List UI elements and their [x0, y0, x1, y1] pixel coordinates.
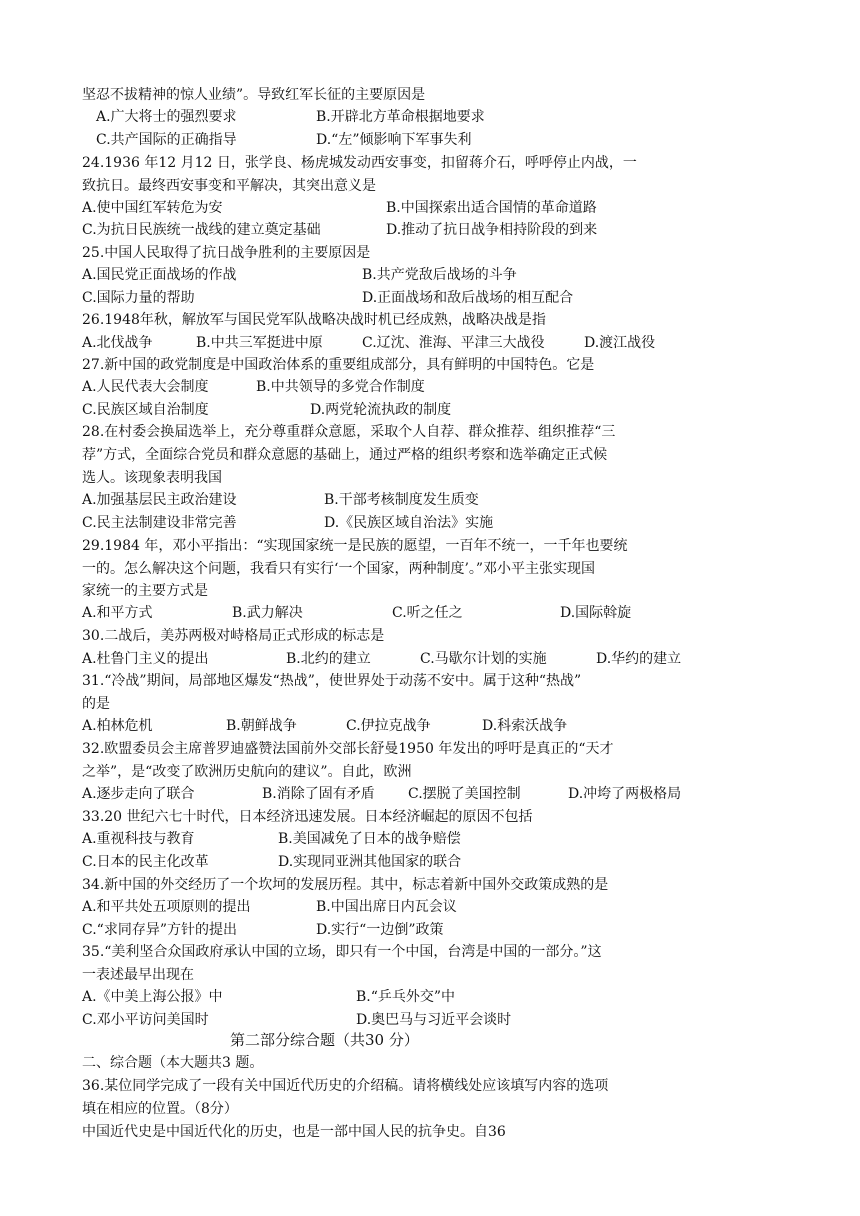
q26-option-b: B.中共三军挺进中原 [196, 335, 323, 351]
q24-option-d: D.推动了抗日战争相持阶段的到来 [386, 222, 598, 238]
q24-option-b: B.中国探索出适合国情的革命道路 [386, 200, 597, 216]
q24-stem-line1: 24.1936 年12 月12 日，张学良、杨虎城发动西安事变，扣留蒋介石，呼呼停止内战，一 [82, 155, 637, 171]
section-heading: 二、综合题（本大题共3 题。 [82, 1055, 264, 1071]
q27-stem: 27.新中国的政党制度是中国政治体系的重要组成部分，具有鲜明的中国特色。它是 [82, 357, 595, 373]
q29-option-c: C.听之任之 [392, 605, 463, 621]
q30-option-b: B.北约的建立 [286, 651, 371, 667]
q34-option-d: D.实行“一边倒”政策 [316, 922, 444, 938]
q26-stem: 26.1948年秋，解放军与国民党军队战略决战时机已经成熟，战略决战是指 [82, 312, 546, 328]
q35-stem-line2: 一表述最早出现在 [82, 967, 194, 983]
q29-stem-line1: 29.1984 年，邓小平指出：“实现国家统一是民族的愿望，一百年不统一，一千年也要统 [82, 538, 628, 554]
q32-option-b: B.消除了固有矛盾 [262, 786, 375, 802]
q31-option-d: D.科索沃战争 [482, 718, 568, 734]
q24-stem-line2: 致抗日。最终西安事变和平解决，其突出意义是 [82, 178, 376, 194]
q28-option-a: A.加强基层民主政治建设 [82, 492, 237, 508]
q27-option-b: B.中共领导的多党合作制度 [256, 379, 425, 395]
q25-option-b: B.共产党敌后战场的斗争 [362, 267, 517, 283]
q29-option-b: B.武力解决 [232, 605, 303, 621]
q36-stem-line3: 中国近代史是中国近代化的历史，也是一部中国人民的抗争史。自36 [82, 1124, 506, 1140]
q33-option-a: A.重视科技与教育 [82, 831, 195, 847]
q32-stem-line2: 之举”，是“改变了欧洲历史航向的建议”。自此，欧洲 [82, 764, 412, 780]
q34-option-b: B.中国出席日内瓦会议 [316, 899, 457, 915]
q28-stem-line3: 选人。该现象表明我国 [82, 470, 222, 486]
q24-option-c: C.为抗日民族统一战线的建立奠定基础 [82, 222, 321, 238]
q25-option-d: D.正面战场和敌后战场的相互配合 [362, 290, 574, 306]
q29-stem-line2: 一的。怎么解决这个问题，我看只有实行‘一个国家，两种制度’。”邓小平主张实现国 [82, 561, 596, 577]
q31-option-a: A.柏林危机 [82, 718, 153, 734]
q27-option-d: D.两党轮流执政的制度 [310, 402, 452, 418]
q30-option-a: A.杜鲁门主义的提出 [82, 651, 209, 667]
q29-option-d: D.国际斡旋 [560, 605, 632, 621]
q26-option-d: D.渡江战役 [584, 335, 656, 351]
q30-option-d: D.华约的建立 [596, 651, 682, 667]
part2-title: 第二部分综合题（共30 分） [230, 1031, 419, 1049]
q30-option-c: C.马歇尔计划的实施 [420, 651, 547, 667]
q33-option-b: B.美国减免了日本的战争赔偿 [278, 831, 461, 847]
q23-option-a: A.广大将士的强烈要求 [96, 109, 237, 125]
q28-stem-line2: 荐”方式，全面综合党员和群众意愿的基础上，通过严格的组织考察和选举确定正式候 [82, 447, 608, 463]
q26-option-c: C.辽沈、淮海、平津三大战役 [362, 335, 545, 351]
q36-stem-line1: 36.某位同学完成了一段有关中国近代历史的介绍稿。请将横线处应该填写内容的选项 [82, 1078, 609, 1094]
q34-option-c: C.“求同存异”方针的提出 [82, 922, 237, 938]
q25-option-c: C.国际力量的帮助 [82, 290, 195, 306]
q28-option-b: B.干部考核制度发生质变 [324, 492, 479, 508]
q35-option-d: D.奥巴马与习近平会谈时 [356, 1012, 512, 1028]
q25-stem: 25.中国人民取得了抗日战争胜利的主要原因是 [82, 245, 371, 261]
q27-option-a: A.人民代表大会制度 [82, 379, 209, 395]
q29-stem-line3: 家统一的主要方式是 [82, 583, 208, 599]
q24-option-a: A.使中国红军转危为安 [82, 200, 223, 216]
q31-option-b: B.朝鲜战争 [226, 718, 297, 734]
q31-stem-line1: 31.“冷战”期间，局部地区爆发“热战”，使世界处于动荡不安中。属于这种“热战” [82, 673, 582, 689]
q23-option-b: B.开辟北方革命根据地要求 [316, 109, 485, 125]
q32-option-a: A.逐步走向了联合 [82, 786, 195, 802]
q36-stem-line2: 填在相应的位置。（8分） [82, 1101, 238, 1117]
q23-option-d: D.“左”倾影响下军事失利 [316, 132, 472, 148]
q23-option-c: C.共产国际的正确指导 [96, 132, 237, 148]
q28-stem-line1: 28.在村委会换届选举上，充分尊重群众意愿，采取个人自荐、群众推荐、组织推荐“三 [82, 424, 616, 440]
q34-option-a: A.和平共处五项原则的提出 [82, 899, 251, 915]
q35-stem-line1: 35.“美利坚合众国政府承认中国的立场，即只有一个中国，台湾是中国的一部分。”这 [82, 944, 602, 960]
q32-stem-line1: 32.欧盟委员会主席普罗迪盛赞法国前外交部长舒曼1950 年发出的呼吁是真正的“天才 [82, 741, 614, 757]
q28-option-d: D.《民族区域自治法》实施 [324, 515, 494, 531]
q30-stem: 30.二战后，美苏两极对峙格局正式形成的标志是 [82, 628, 385, 644]
q33-option-d: D.实现同亚洲其他国家的联合 [278, 854, 462, 870]
q32-option-d: D.冲垮了两极格局 [568, 786, 682, 802]
q31-stem-line2: 的是 [82, 696, 110, 712]
q23-stem: 坚忍不拔精神的惊人业绩”。导致红军长征的主要原因是 [82, 87, 426, 103]
q31-option-c: C.伊拉克战争 [346, 718, 431, 734]
q35-option-c: C.邓小平访问美国时 [82, 1012, 209, 1028]
q27-option-c: C.民族区域自治制度 [82, 402, 209, 418]
q26-option-a: A.北伐战争 [82, 335, 153, 351]
q28-option-c: C.民主法制建设非常完善 [82, 515, 237, 531]
q35-option-a: A.《中美上海公报》中 [82, 989, 223, 1005]
q32-option-c: C.摆脱了美国控制 [408, 786, 521, 802]
q33-option-c: C.日本的民主化改革 [82, 854, 209, 870]
q33-stem: 33.20 世纪六七十时代，日本经济迅速发展。日本经济崛起的原因不包括 [82, 809, 533, 825]
q29-option-a: A.和平方式 [82, 605, 153, 621]
q35-option-b: B.“乒乓外交”中 [356, 989, 456, 1005]
q34-stem: 34.新中国的外交经历了一个坎坷的发展历程。其中，标志着新中国外交政策成熟的是 [82, 877, 609, 893]
q25-option-a: A.国民党正面战场的作战 [82, 267, 237, 283]
